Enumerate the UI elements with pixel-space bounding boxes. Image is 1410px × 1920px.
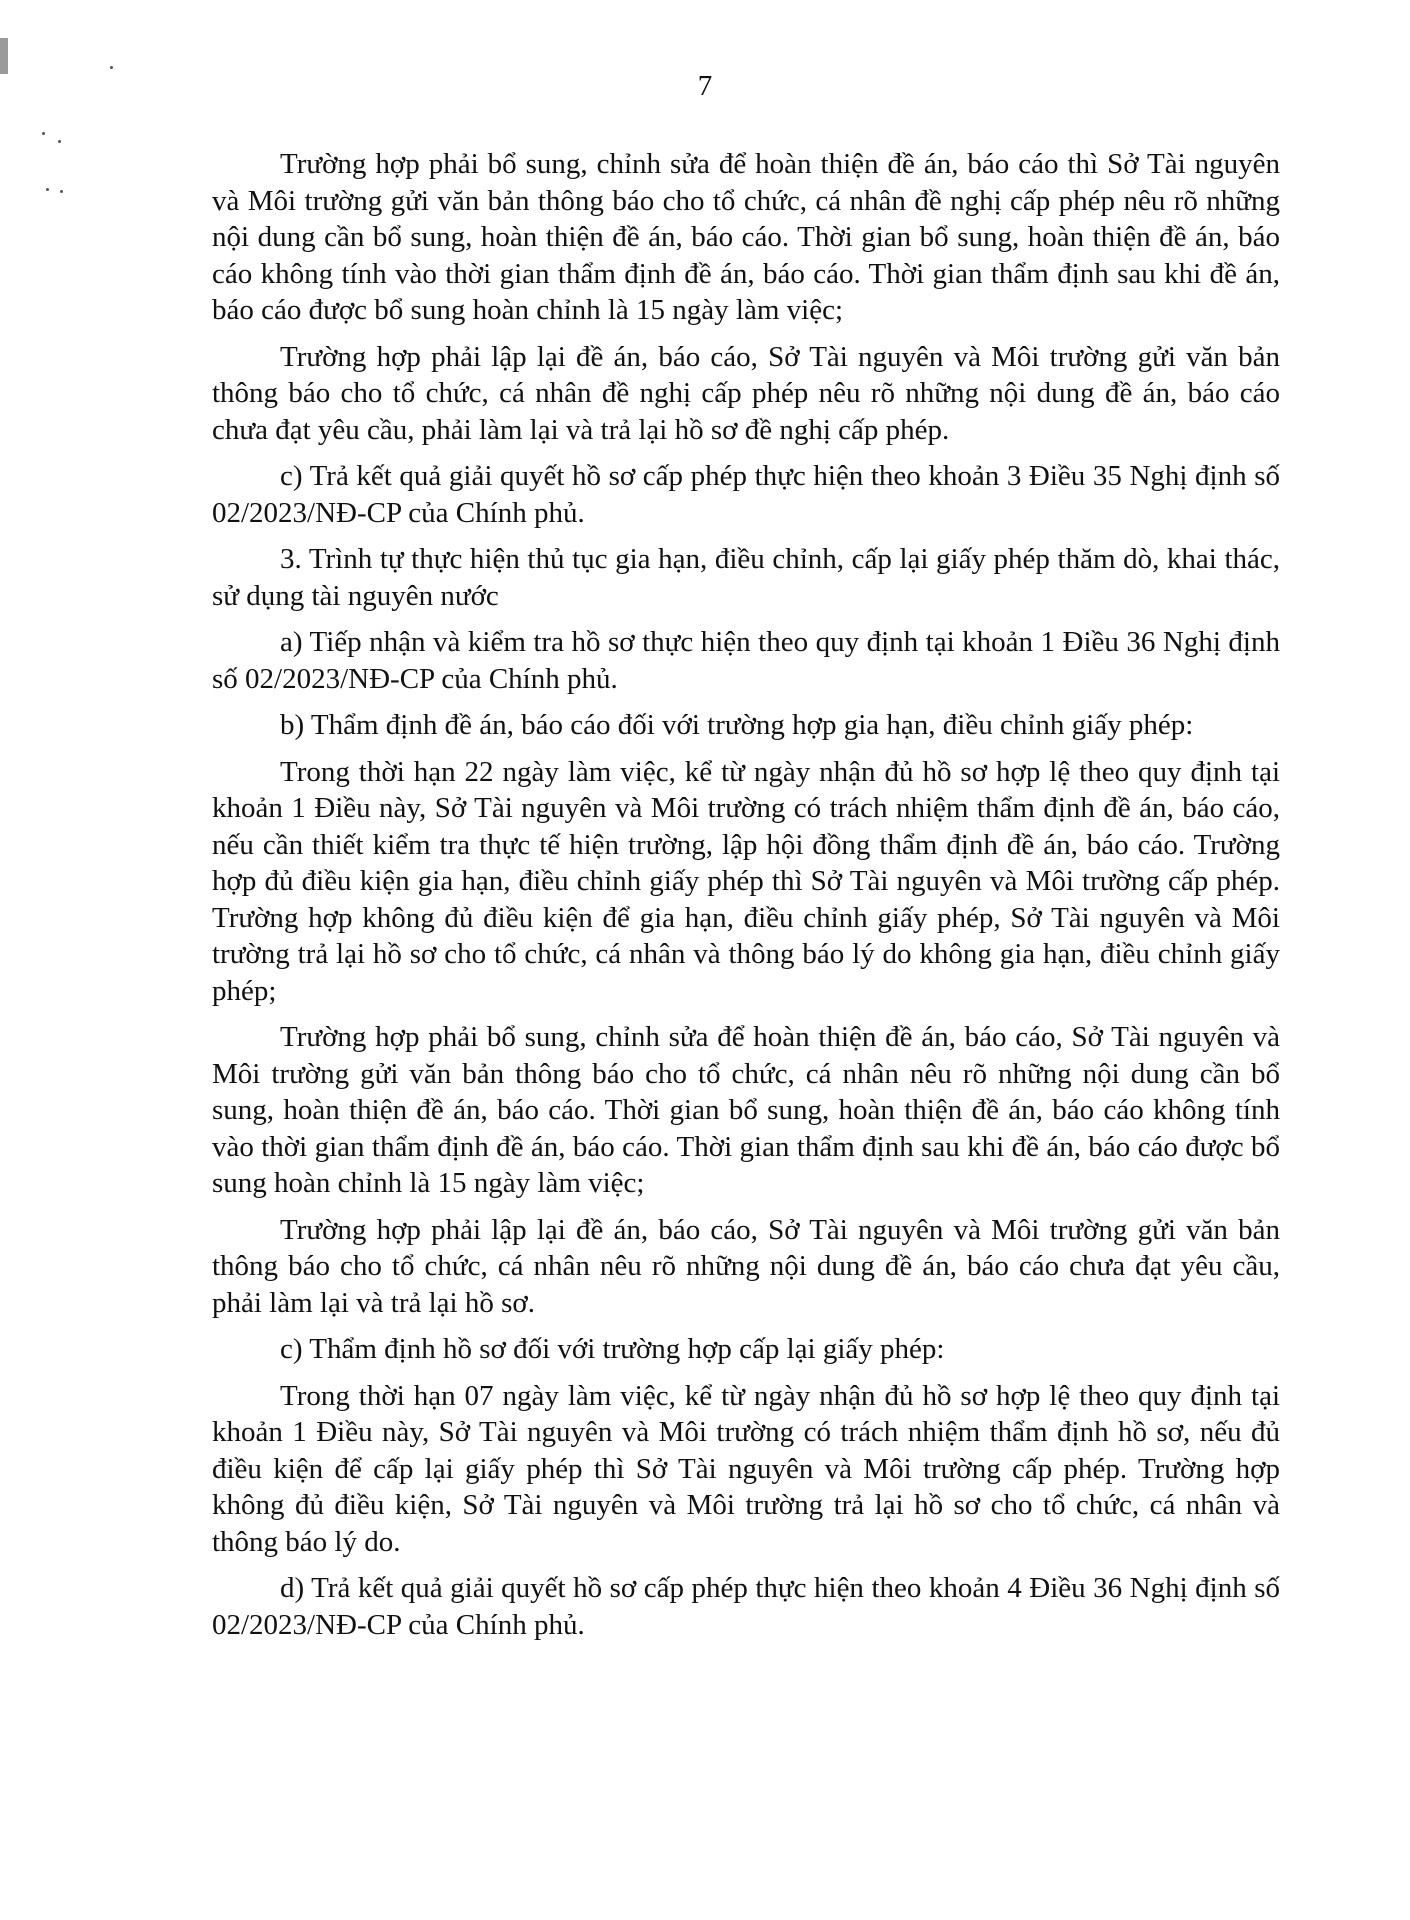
paragraph-redo-extension: Trường hợp phải lập lại đề án, báo cáo, Sở Tài nguyên và Môi trường gửi văn bản thông báo cho tổ chức, cá nhân nêu rõ những nội dung đề án, báo cáo chưa đạt yêu cầu, phải làm lại và trả lại hồ sơ.	[212, 1213, 1280, 1319]
document-body	[212, 146, 1280, 1653]
scan-speck	[42, 132, 45, 135]
paragraph-22-days: Trong thời hạn 22 ngày làm việc, kể từ ngày nhận đủ hồ sơ hợp lệ theo quy định tại khoản 1 Điều này, Sở Tài nguyên và Môi trường có trách nhiệm thẩm định đề án, báo cáo, nếu cần thiết kiểm tra thực tế hiện trường, lập hội đồng thẩm định đề án, báo cáo. Trường hợp đủ điều kiện gia hạn, điều chỉnh giấy phép thì Sở Tài nguyên và Môi trường cấp phép. Trường hợp không đủ điều kiện để gia hạn, điều chỉnh giấy phép, Sở Tài nguyên và Môi trường trả lại hồ sơ cho tổ chức, cá nhân và thông báo lý do không gia hạn, điều chỉnh giấy phép;	[212, 755, 1280, 1007]
section-heading-3: 3. Trình tự thực hiện thủ tục gia hạn, điều chỉnh, cấp lại giấy phép thăm dò, khai thác, sử dụng tài nguyên nước	[212, 543, 1280, 612]
scan-edge-mark	[0, 38, 8, 74]
paragraph-redo-proposal: Trường hợp phải lập lại đề án, báo cáo, Sở Tài nguyên và Môi trường gửi văn bản thông báo cho tổ chức, cá nhân đề nghị cấp phép nêu rõ những nội dung đề án, báo cáo chưa đạt yêu cầu, phải làm lại và trả lại hồ sơ đề nghị cấp phép.	[212, 340, 1280, 446]
scan-speck	[58, 140, 61, 143]
scan-speck	[60, 190, 63, 193]
scan-speck	[110, 66, 113, 69]
paragraph-07-days: Trong thời hạn 07 ngày làm việc, kể từ ngày nhận đủ hồ sơ hợp lệ theo quy định tại khoản 1 Điều này, Sở Tài nguyên và Môi trường có trách nhiệm thẩm định hồ sơ, nếu đủ điều kiện để cấp lại giấy phép thì Sở Tài nguyên và Môi trường cấp phép. Trường hợp không đủ điều kiện, Sở Tài nguyên và Môi trường trả lại hồ sơ cho tổ chức, cá nhân và thông báo lý do.	[212, 1379, 1280, 1558]
paragraph-appraisal-c: c) Thẩm định hồ sơ đối với trường hợp cấp lại giấy phép:	[280, 1333, 945, 1365]
paragraph-receive-check-a: a) Tiếp nhận và kiểm tra hồ sơ thực hiện theo quy định tại khoản 1 Điều 36 Nghị định số 02/2023/NĐ-CP của Chính phủ.	[212, 626, 1280, 695]
paragraph-supplement-extension: Trường hợp phải bổ sung, chỉnh sửa để hoàn thiện đề án, báo cáo, Sở Tài nguyên và Môi trường gửi văn bản thông báo cho tổ chức, cá nhân nêu rõ những nội dung cần bổ sung, hoàn thiện đề án, báo cáo. Thời gian bổ sung, hoàn thiện đề án, báo cáo không tính vào thời gian thẩm định đề án, báo cáo. Thời gian thẩm định sau khi đề án, báo cáo được bổ sung hoàn chỉnh là 15 ngày làm việc;	[212, 1021, 1280, 1199]
scan-speck	[46, 188, 49, 191]
page-number: 7	[697, 70, 713, 102]
paragraph-supplement-proposal: Trường hợp phải bổ sung, chỉnh sửa để hoàn thiện đề án, báo cáo thì Sở Tài nguyên và Môi trường gửi văn bản thông báo cho tổ chức, cá nhân đề nghị cấp phép nêu rõ những nội dung cần bổ sung, hoàn thiện đề án, báo cáo. Thời gian bổ sung, hoàn thiện đề án, báo cáo không tính vào thời gian thẩm định đề án, báo cáo. Thời gian thẩm định sau khi đề án, báo cáo được bổ sung hoàn chỉnh là 15 ngày làm việc;	[212, 148, 1280, 326]
paragraph-return-result-c: c) Trả kết quả giải quyết hồ sơ cấp phép thực hiện theo khoản 3 Điều 35 Nghị định số 02/2023/NĐ-CP của Chính phủ.	[212, 460, 1280, 529]
paragraph-appraisal-b: b) Thẩm định đề án, báo cáo đối với trường hợp gia hạn, điều chỉnh giấy phép:	[280, 709, 1194, 741]
paragraph-return-result-d: d) Trả kết quả giải quyết hồ sơ cấp phép thực hiện theo khoản 4 Điều 36 Nghị định số 02/2023/NĐ-CP của Chính phủ.	[212, 1572, 1280, 1641]
